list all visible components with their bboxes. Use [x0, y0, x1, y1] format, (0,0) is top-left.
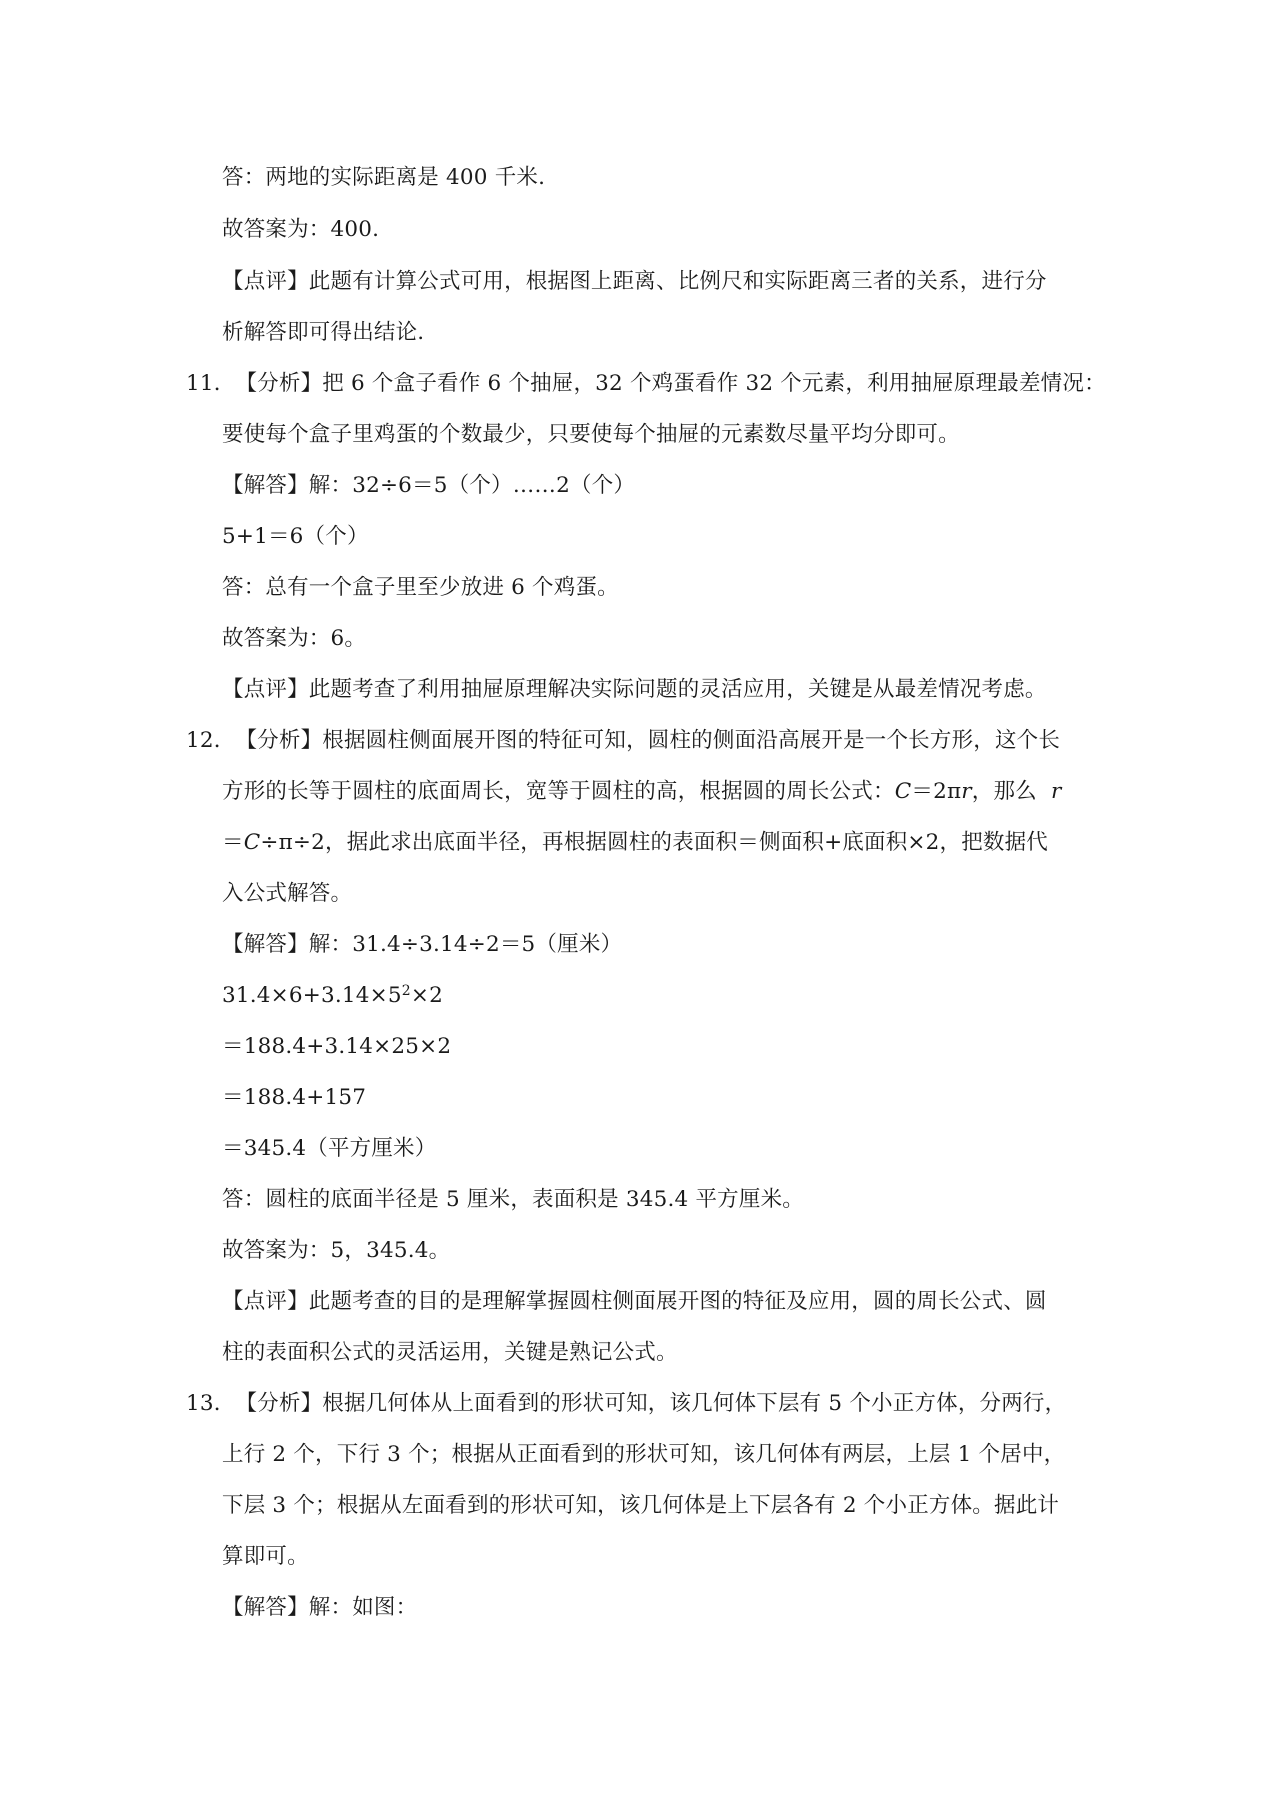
formula-r: r — [1050, 779, 1062, 804]
solution-line: ＝345.4（平方厘米） — [222, 1136, 437, 1161]
formula-c: C — [243, 830, 261, 855]
solution-line: 【解答】解：如图： — [222, 1595, 418, 1620]
final-answer: 故答案为：400. — [222, 217, 380, 242]
analysis-text: 方形的长等于圆柱的底面周长，宽等于圆柱的高，根据圆的周长公式： — [222, 779, 895, 804]
analysis-line: 要使每个盒子里鸡蛋的个数最少，只要使每个抽屉的元素数尽量平均分即可。 — [222, 422, 960, 447]
analysis-line: 下层 3 个；根据从左面看到的形状可知，该几何体是上下层各有 2 个小正方体。据此计 — [222, 1493, 1060, 1518]
analysis-line: 算即可。 — [222, 1544, 309, 1569]
solution-text: ×2 — [410, 983, 443, 1008]
analysis-text: ÷π÷2，据此求出底面半径，再根据圆柱的表面积＝侧面积+底面积×2，把数据代 — [260, 830, 1049, 855]
answer-line: 答：圆柱的底面半径是 5 厘米，表面积是 345.4 平方厘米。 — [222, 1187, 804, 1212]
analysis-line: 入公式解答。 — [222, 881, 353, 906]
solution-line: ＝188.4+157 — [222, 1085, 367, 1110]
q11-analysis-line — [186, 369, 1106, 399]
solution-line: ＝188.4+3.14×25×2 — [222, 1034, 452, 1059]
answer-line: 答：总有一个盒子里至少放进 6 个鸡蛋。 — [222, 575, 619, 600]
comment-line: 析解答即可得出结论. — [222, 320, 425, 345]
formula-r: r — [961, 779, 972, 804]
solution-line: 5+1＝6（个） — [222, 524, 369, 549]
comment-line: 柱的表面积公式的灵活运用，关键是熟记公式。 — [222, 1340, 678, 1365]
solution-line: 【解答】解：32÷6＝5（个）……2（个） — [222, 473, 636, 498]
final-answer: 故答案为：6。 — [222, 626, 367, 651]
analysis-line-formula — [222, 777, 1061, 807]
solution-line — [222, 981, 443, 1011]
exponent: 2 — [401, 983, 411, 999]
formula-c: C — [894, 779, 912, 804]
analysis-line: 上行 2 个，下行 3 个；根据从正面看到的形状可知，该几何体有两层，上层 1 个居中， — [222, 1442, 1066, 1467]
comment-line: 【点评】此题考查的目的是理解掌握圆柱侧面展开图的特征及应用，圆的周长公式、圆 — [222, 1289, 1047, 1314]
comment-line: 【点评】此题考查了利用抽屉原理解决实际问题的灵活应用，关键是从最差情况考虑。 — [222, 677, 1047, 702]
solution-line: 【解答】解：31.4÷3.14÷2＝5（厘米） — [222, 932, 623, 957]
solution-text: 31.4×6+3.14×5 — [222, 983, 402, 1008]
question-number: 12． — [186, 728, 236, 753]
analysis-text: 【分析】把 6 个盒子看作 6 个抽屉，32 个鸡蛋看作 32 个元素，利用抽屉原理最差情况： — [235, 371, 1106, 396]
q13-analysis-line — [186, 1389, 1066, 1419]
analysis-text: ，那么 — [971, 779, 1037, 804]
analysis-text: 【分析】根据几何体从上面看到的形状可知，该几何体下层有 5 个小正方体，分两行， — [235, 1391, 1067, 1416]
comment-line: 【点评】此题有计算公式可用，根据图上距离、比例尺和实际距离三者的关系，进行分 — [222, 269, 1047, 294]
formula-eq: ＝2π — [911, 779, 962, 804]
analysis-text: 【分析】根据圆柱侧面展开图的特征可知，圆柱的侧面沿高展开是一个长方形，这个长 — [235, 728, 1061, 753]
q12-analysis-line — [186, 726, 1060, 756]
question-number: 13． — [186, 1391, 236, 1416]
analysis-line-formula — [222, 828, 1048, 858]
question-number: 11． — [186, 371, 236, 396]
formula-eq: ＝ — [222, 830, 244, 855]
answer-line: 答：两地的实际距离是 400 千米. — [222, 165, 546, 190]
final-answer: 故答案为：5，345.4。 — [222, 1238, 451, 1263]
